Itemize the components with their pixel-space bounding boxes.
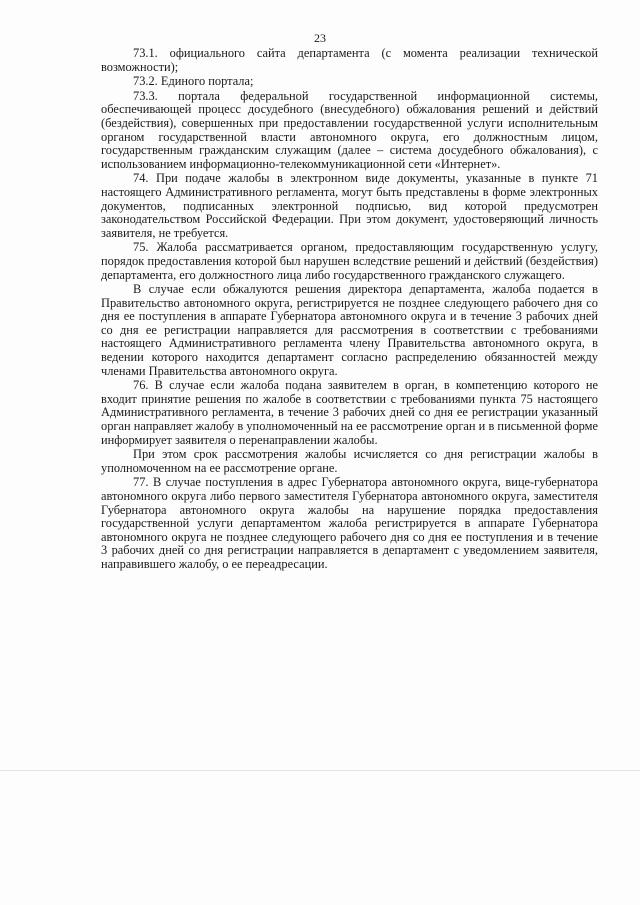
page-number: 23	[314, 31, 326, 45]
paragraph-73-2: 73.2. Единого портала;	[133, 74, 254, 89]
paragraph-73-1: 73.1. официального сайта департамента (с момента реализации технической возможности);	[101, 46, 598, 74]
paragraph-74: 74. При подаче жалобы в электронном виде документы, указанные в пункте 71 настоящего Административного регламента, могут быть представлены в форме электронных документов, подписанных электронной подписью, вид которой предусмотрен законодательством Российской Федерации. При этом документ, удостоверяющий личность заявителя, не требуется.	[101, 171, 598, 240]
document-body	[101, 47, 598, 572]
scan-edge-divider	[0, 770, 640, 771]
paragraph-75-director-appeal: В случае если обжалуются решения директора департамента, жалоба подается в Правительство автономного округа, регистрируется не позднее следующего рабочего дня со дня ее поступления в аппарате Губернатора автономного округа и в течение 3 рабочих дней со дня ее регистрации направляется для рассмотрения в соответствии с требованиями настоящего Административного регламента члену Правительства автономного округа, в ведении которого находится департамент согласно распределению обязанностей между членами Правительства автономного округа.	[101, 282, 598, 378]
paragraph-76-term: При этом срок рассмотрения жалобы исчисляется со дня регистрации жалобы в уполномоченном на ее рассмотрение органе.	[101, 447, 598, 475]
paragraph-77: 77. В случае поступления в адрес Губернатора автономного округа, вице-губернатора автономного округа либо первого заместителя Губернатора автономного округа, заместителя Губернатора автономного округа жалобы на нарушение порядка предоставления государственной услуги департаментом жалоба регистрируется в аппарате Губернатора автономного округа не позднее следующего рабочего дня со дня ее поступления и в течение 3 рабочих дней со дня регистрации направляется в департамент с уведомлением заявителя, направившего жалобу, о ее переадресации.	[101, 475, 598, 571]
paragraph-73-3: 73.3. портала федеральной государственной информационной системы, обеспечивающей процесс досудебного (внесудебного) обжалования решений и действий (бездействия), совершенных при предоставлении государственной услуги исполнительным органом государственной власти автономного округа, его должностным лицом, государственным гражданским служащим (далее – система досудебного обжалования), с использованием информационно-телекоммуникационной сети «Интернет».	[101, 88, 598, 171]
paragraph-76: 76. В случае если жалоба подана заявителем в орган, в компетенцию которого не входит принятие решения по жалобе в соответствии с требованиями пункта 75 настоящего Административного регламента, в течение 3 рабочих дней со дня ее регистрации указанный орган направляет жалобу в уполномоченный на ее рассмотрение орган и в письменной форме информирует заявителя о перенаправлении жалобы.	[101, 378, 598, 447]
paragraph-75: 75. Жалоба рассматривается органом, предоставляющим государственную услугу, порядок предоставления которой был нарушен вследствие решений и действий (бездействия) департамента, его должностного лица либо государственного гражданского служащего.	[101, 240, 598, 282]
